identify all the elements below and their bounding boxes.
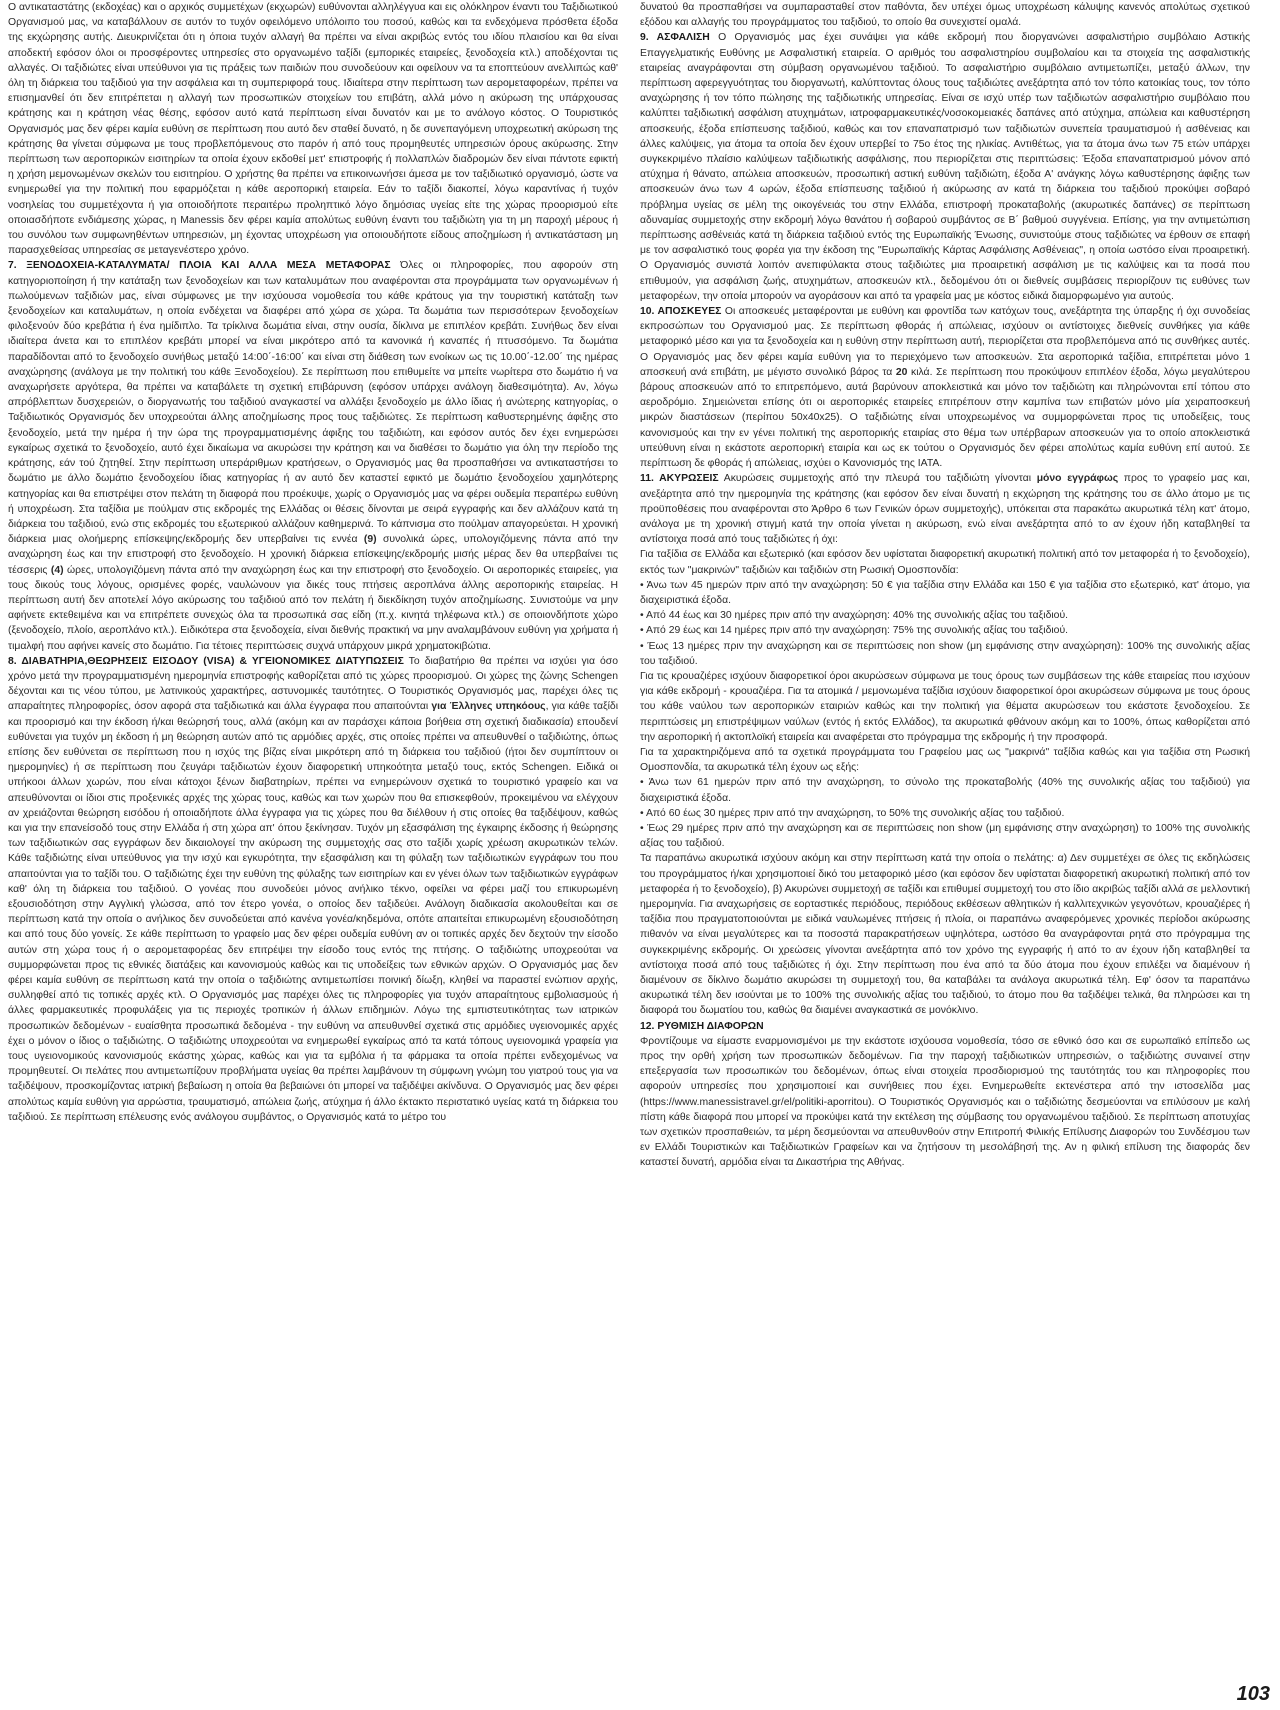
section-8-heading: 8. ΔΙΑΒΑΤΗΡΙΑ,ΘΕΩΡΗΣΕΙΣ ΕΙΣΟΔΟΥ (VISA) & ΥΓΕΙΟΝΟΜΙΚΕΣ ΔΙΑΤΥΠΩΣΕΙΣ — [8, 655, 404, 667]
section-8-text-b: , για κάθε ταξίδι και προορισμό και την έκδοση ή/και θεώρησή τους, αλλά (ακόμη και αν παράσχει κάποια βοήθεια στη σχετική διαδικασία) επουδενί ευθύνεται για τυχόν μη έκδοση ή μη θεώρηση αυτών από τις αρμόδιες αρχές, στις οποίες πρέπει να απευθυνθεί ο ταξιδιώτης, όπως επίσης δεν ευθύνεται σε περίπτωση που η ισχύς της βίζας είναι μικρότερη από τη διάρκεια του ταξιδιού (ήτοι δεν συμπίπτουν οι ημερομηνίες) ή σε περίπτωση που ζευγάρι ταξιδιωτών έχουν διαφορετική υπηκοότητα μεταξύ τους, εκτός Schengen. Ειδικά οι υπήκοοι άλλων χωρών, που είναι κάτοχοι ξένων διαβατηρίων, πρέπει να ενημερώνουν σχετικά το τουριστικό γραφείο και να απευθύνονται οι ίδιοι στις προξενικές αρχές της χώρας τους, καθώς και των χωρών που θα επισκεφθούν, προκειμένου να ελέγχουν αν χρειάζονται θεώρηση εισόδου ή οποιαδήποτε άλλα έγγραφα για τις χώρες που θα διέλθουν ή στις οποίες θα ταξιδέψουν, καθώς και για την επανείσοδό τους στην Ελλάδα ή στη χώρα απ' όπου ξεκίνησαν. Τυχόν μη εξασφάλιση της έγκαιρης έκδοσης ή θεώρησης των ταξιδιωτικών σας εγγράφων δεν δικαιολογεί την ακύρωση της συμμετοχής σας στο ταξίδι χωρίς χρέωση ακυρωτικών τελών. Κάθε ταξιδιώτης είναι υπεύθυνος για την ισχύ και εγκυρότητα, την εξασφάλιση και τη φύλαξη των ταξιδιωτικών εγγράφων του που απαιτούνται για το ταξίδι του. Ο ταξιδιώτης έχει την ευθύνη της φύλαξης των εισιτηρίων και εν γένει όλων των ταξιδιωτικών εγγράφων καθ' όλη τη διάρκεια του ταξιδιού. Ο γονέας που συνοδεύει μόνος ανήλικο τέκνο, οφείλει να φέρει μαζί του επικυρωμένη εξουσιοδότηση στην Αγγλική γλώσσα, από τον έτερο γονέα, ο οποίος δεν ταξιδεύει. Ανάλογη διαδικασία ακολουθείται και σε περίπτωση κατά την οποία ο ανήλικος δεν συνοδεύεται από κανένα γονέα/κηδεμόνα, οπότε απαιτείται επικυρωμένη εξουσιοδότηση και από τους δύο γονείς. Σε κάθε περίπτωση το γραφείο μας δεν φέρει ουδεμία ευθύνη αν οι τοπικές αρχές δεν δεχτούν την είσοδο αυτών στη χώρα τους ή ο αερομεταφορέας δεν επιτρέψει την είσοδο τους εντός της πτήσης. Ο ταξιδιώτης υποχρεούται να συμμορφώνεται προς τις εθνικές διατάξεις και κανονισμούς καθώς και τις υποδείξεις των εθνικών αρχών. Ο Οργανισμός μας δεν φέρει καμία ευθύνη σε περίπτωση κατά την οποία ο ταξιδιώτης αντιμετωπίσει ποινική δίωξη, κληθεί να παραστεί ενώπιον αρχής, συλληφθεί από τις τοπικές αρχές κτλ. Ο Οργανισμός μας παρέχει όλες τις πληροφορίες για τυχόν απαραίτητους εμβολιασμούς ή άλλες φαρμακευτικές προφυλάξεις για τις περιοχές τροπικών ή άλλων επιδημιών. Λόγω της εμπιστευτικότητας των ιατρικών προσωπικών δεδομένων - ευαίσθητα προσωπικά δεδομένα - την ευθύνη να απευθυνθεί σχετικά στις αρμόδιες υγειονομικές αρχές έχει ο μόνον ο ίδιος ο ταξιδιώτης. Ο ταξιδιώτης υποχρεούται να ενημερωθεί εγκαίρως από τα κατά τόπους υγειονομικά γραφεία για τους υγειονομικούς κανονισμούς εκάστης χώρας, καθώς και για τα εμβόλια ή τα φάρμακα τα οποία πρέπει ενδεχομένως να προμηθευτεί. Οι πελάτες που αντιμετωπίζουν προβλήματα υγείας θα πρέπει λαμβάνουν τη σύμφωνη γνώμη του γιατρού τους για να ταξιδέψουν, προσκομίζοντας ιατρική βεβαίωση η οποία θα βεβαιώνει ότι μπορεί να ταξιδέψει ακίνδυνα. Ο Οργανισμός μας δεν φέρει απολύτως καμία ευθύνη για αρρώστια, τραυματισμό, απώλεια ζωής, ατύχημα ή άλλο έκτακτο περιστατικό υγείας κατά τη διάρκεια του ταξιδιού. Σε περίπτωση επέλευσης ενός ανάλογου συμβάντος, ο Οργανισμός κατά το μέτρο του — [8, 701, 618, 1123]
section-10-heading: 10. ΑΠΟΣΚΕΥΕΣ — [640, 306, 722, 318]
section-11-in-writing: μόνο εγγράφως — [1036, 473, 1119, 485]
section-8-greek-citizens: για Έλληνες υπηκόους — [431, 701, 546, 713]
section-12-heading: 12. ΡΥΘΜΙΣΗ ΔΙΑΦΟΡΩΝ — [640, 1020, 764, 1032]
section-8-text-a: Το διαβατήριο θα πρέπει να ισχύει για όσο χρόνο μετά την προγραμματισμένη ημερομηνία επιστροφής καθορίζεται από τις χώρες προορισμού. Οι χώρες της ζώνης Schengen δέχονται και τις νέου τύπου, με λατινικούς χαρακτήρες, αστυνομικές ταυτότητες. Ο Τουριστικός Οργανισμός μας, παρέχει όλες τις απαραίτητες πληροφορίες, όσον αφορά στα ταξιδιωτικά και άλλα έγγραφα που απαιτούνται — [8, 655, 618, 713]
section-12-text: Φροντίζουμε να είμαστε εναρμονισμένοι με την εκάστοτε ισχύουσα νομοθεσία, τόσο σε εθνικό όσο και σε ευρωπαϊκό επίπεδο ως προς την ορθή χρήση των προσωπικών δεδομένων. Για την παροχή ταξιδιωτικών υπηρεσιών, ο ταξιδιώτης συναινεί στην επεξεργασία των προσωπικών του δεδομένων, όπως είναι στοιχεία προσδιορισμού της ταυτότητάς του και πληροφορίες που αφορούν υπηρεσίες που χρησιμοποιεί και συνήθειες που έχει. Ενημερωθείτε εκτενέστερα από την ιστοσελίδα μας (https://www.manessistravel.gr/el/politiki-aporritou). Ο Τουριστικός Οργανισμός και ο ταξιδιώτης δεσμεύονται να επιλύσουν με καλή πίστη κάθε διαφορά που μπορεί να προκύψει κατά την εκτέλεση της σύμβασης του οργανωμένου ταξιδιού. Σε περίπτωση αποτυχίας των σχετικών προσπαθειών, τα μέρη δεσμεύονται να απευθυνθούν στην Επιτροπή Φιλικής Επίλυσης Διαφορών του Συνδέσμου των εν Ελλάδι Τουριστικών και Ταξιδιωτικών Γραφείων και να ζητήσουν τη μεσολάβησή της. Αν η φιλική επίλυση της διαφοράς δεν καταστεί δυνατή, αρμόδια είναι τα Δικαστήρια της Αθήνας. — [640, 1035, 1250, 1169]
list-item: • Άνω των 61 ημερών πριν από την αναχώρηση, το σύνολο της προκαταβολής (40% της συνολικής αξίας του ταξιδιού) για διαχειριστικά έξοδα. — [640, 777, 1250, 804]
list-item: • Από 60 έως 30 ημέρες πριν από την αναχώρηση, το 50% της συνολικής αξίας του ταξιδιού. — [640, 807, 1065, 819]
section-11-text-a: Ακυρώσεις συμμετοχής από την πλευρά του ταξιδιώτη γίνονται — [718, 473, 1037, 485]
section-9 — [640, 30, 1250, 304]
section-11-paragraph-3: Για τα χαρακτηριζόμενα από τα σχετικά προγράμματα του Γραφείου μας ως "μακρινά" ταξίδια καθώς και για ταξίδια στη Ρωσική Ομοσπονδία, τα ακυρωτικά τέλη έχουν ως εξής: — [640, 746, 1250, 774]
section-10 — [640, 304, 1250, 471]
two-column-layout — [8, 0, 1250, 1680]
section-7-heading: 7. ΞΕΝΟΔΟΧΕΙΑ-ΚΑΤΑΛΥΜΑΤΑ/ ΠΛΟΙΑ ΚΑΙ ΑΛΛΑ ΜΕΣΑ ΜΕΤΑΦΟΡΑΣ — [8, 260, 391, 272]
section-9-heading: 9. ΑΣΦΑΛΙΣΗ — [640, 32, 710, 44]
section-10-weight: 20 — [895, 366, 908, 378]
section-11-paragraph-2: Για τις κρουαζιέρες ισχύουν διαφορετικοί όροι ακυρώσεων σύμφωνα με τους όρους των συμβάσεων της κάθε εταιρείας που ισχύουν για κάθε εκδρομή - κρουαζιέρα. Για τα ατομικά / μεμονωμένα ταξίδια ισχύουν διαφορετικοί όροι ακυρώσεων σύμφωνα με τους όρους του κάθε ναύλου των αεροπορικών εταιριών καθώς και την πολιτική για θέματα ακυρώσεων του εκάστοτε ξενοδοχείου. Σε περιπτώσεις μη επιστρέψιμων ναύλων (εντός ή εκτός Ελλάδος), τα ακυρωτικά φθάνουν ακόμη και το 100%, όπως καθορίζεται από την αεροπορική ή ακτοπλοϊκή εταιρεία και αναφέρεται στο πρόγραμμα της εκδρομής ή την προσφορά. — [640, 670, 1250, 743]
page-number: 103 — [1236, 1683, 1270, 1705]
section-11-paragraph-1: Για ταξίδια σε Ελλάδα και εξωτερικό (και εφόσον δεν υφίσταται διαφορετική ακυρωτική πολιτική από τον μεταφορέα ή το ξενοδοχείο), εκτός των "μακρινών" ταξιδιών και ταξιδιών στη Ρωσική Ομοσπονδία: — [640, 549, 1250, 576]
section-11-paragraph-4: Τα παραπάνω ακυρωτικά ισχύουν ακόμη και στην περίπτωση κατά την οποία ο πελάτης: α) Δεν συμμετέχει σε όλες τις εκδηλώσεις του προγράμματος ή/και χρησιμοποιεί δικό του μεταφορικό μέσο (και εφόσον δεν υφίσταται διαφορετική ακυρωτική πολιτική από τον μεταφορέα ή το ξενοδοχείο), β) Ακυρώνει συμμετοχή σε ταξίδι και επιθυμεί συμμετοχή του στο ίδιο ακριβώς ταξίδι αλλά σε μελλοντική ημερομηνία. Για αναχωρήσεις σε εορταστικές περιόδους, περιόδους εκθέσεων αθλητικών ή καλλιτεχνικών γεγονότων, κρουαζιέρες ή ταξίδια που πραγματοποιούνται με ειδικά ναυλωμένες πτήσεις ή πλοία, οι παραπάνω αναφερόμενες χρονικές περίοδοι ακύρωσης πιθανόν να είναι μεγαλύτερες και τα ποσοστά παρακρατήσεων υψηλότερα, ωστόσο θα αναγράφονται ρητά στο πρόγραμμα της συγκεκριμένης εκδρομής. Οι χρεώσεις γίνονται ανεξάρτητα από τον χρόνο της εγγραφής ή από το αν έχουν ήδη καταβληθεί τα αντίστοιχα ποσά από τους ταξιδιώτες ή όχι. Στην περίπτωση που ένα από τα δύο άτομα που έχουν επιλέξει να διαμένουν ή διαμένουν σε δίκλινο δωμάτιο ακυρώσει τη συμμετοχή του, θα καταβάλει τα ανάλογα ακυρωτικά τέλη. Εφ' όσον τα παραπάνω ακυρωτικά τέλη δεν ισούνται με το 100% της συνολικής αξίας του ταξιδιού, το άτομο που θα ταξιδέψει τελικά, θα πληρώσει και τη διαφορά του δωματίου του, καθώς θα διαμένει αναγκαστικά σε μονόκλινο. — [640, 853, 1250, 1017]
list-item: • Από 44 έως και 30 ημέρες πριν από την αναχώρηση: 40% της συνολικής αξίας του ταξιδιού. — [640, 610, 1069, 622]
list-item: • Έως 13 ημέρες πριν την αναχώρηση και σε περιπτώσεις non show (μη εμφάνισης στην αναχώρηση): 100% της συνολικής αξίας του ταξιδιού. — [640, 640, 1250, 667]
section-7 — [8, 258, 618, 653]
section-7-four-hours: (4) — [50, 564, 64, 576]
continued-paragraph: δυνατού θα προσπαθήσει να συμπαρασταθεί στον παθόντα, δεν υπέχει όμως υποχρέωση κάλυψης κανενός απολύτως σχετικού εξόδου και αλλαγής του προγράμματος του ταξιδιού, το οποίο θα συνεχιστεί ομαλά. — [640, 2, 1250, 29]
section-7-text-c: ώρες, υπολογιζόμενη πάντα από την αναχώρηση έως και την επιστροφή στο ξενοδοχείο. Οι αεροπορικές εταιρείες, για τους δικούς τους λόγους, ορισμένες φορές, ναυλώνουν για δικές τους πτήσεις αεροπλάνα άλλης αεροπορικής εταιρείας. Η περίπτωση αυτή δεν αποτελεί λόγο ακύρωσης του ταξιδιού από τον πελάτη ή διεκδίκηση τυχόν αποζημίωσης. Συνιστούμε να μην αφήνετε εκτεθειμένα και να επιτρέπετε συνεχώς όλα τα προσωπικά σας είδη (π.χ. κινητά τηλέφωνα κτλ.) σε οποιονδήποτε χώρο (ξενοδοχείο, πλοίο, αεροπλάνο κτλ.). Ειδικότερα στα ξενοδοχεία, είναι διεθνής πρακτική να μην αναλαμβάνουν ευθύνη για χρήματα ή τιμαλφή που αφήνει κανείς στο δωμάτιο. Για τέτοιες περιπτώσεις συχνά υπάρχουν μικρά χρηματοκιβώτια. — [8, 564, 618, 652]
list-item: • Από 29 έως και 14 ημέρες πριν από την αναχώρηση: 75% της συνολικής αξίας του ταξιδιού. — [640, 625, 1069, 637]
section-10-text-b: κιλά. Σε περίπτωση που προκύψουν επιπλέον έξοδα, λόγω μεγαλύτερου βάρους αποσκευών από το επιτρεπόμενο, αυτά βαρύνουν αποκλειστικά και μόνο τον ταξιδιώτη και πληρώνονται επί τόπου στο αεροδρόμιο. Σημειώνεται επίσης ότι οι αεροπορικές εταιρείες επιτρέπουν στην καμπίνα των επιβατών μόνο μία χειραποσκευή μικρών διαστάσεων (περίπου 50x40x25). Ο ταξιδιώτης είναι υποχρεωμένος να συμμορφώνεται προς τις υποδείξεις, τους κανονισμούς και την εν γένει πολιτική της αεροπορικής εταιρίας στο θέμα των υπέρβαρων αποσκευών για το οποίο αποκλειστικά υπεύθυνη είναι η εκάστοτε αεροπορική εταιρία και ως εκ τούτου ο Οργανισμός δεν φέρει απολύτως καμία ευθύνη επί αυτού. Σε περίπτωση δε φθοράς ή απώλειας, ισχύει ο Κανονισμός της ΙΑΤΑ. — [640, 366, 1250, 470]
section-11-heading: 11. ΑΚΥΡΩΣΕΙΣ — [640, 473, 719, 485]
list-item: • Έως 29 ημέρες πριν από την αναχώρηση και σε περιπτώσεις non show (μη εμφάνισης στην αναχώρηση) το 100% της συνολικής αξίας του ταξιδιού. — [640, 822, 1250, 850]
left-column — [8, 0, 618, 1680]
section-7-nine-hours: (9) — [363, 534, 377, 546]
section-9-text: Ο Οργανισμός μας έχει συνάψει για κάθε εκδρομή που διοργανώνει ασφαλιστήριο συμβόλαιο Αστικής Επαγγελματικής Ευθύνης με Ασφαλιστική εταιρεία. Ο αριθμός του ασφαλιστηρίου συμβολαίου και τα στοιχεία της ασφαλιστικής εταιρείας αναγράφονται στη σύμβαση οργανωμένου ταξιδιού. Το ασφαλιστήριο συμβόλαιο αντιμετωπίζει, μεταξύ άλλων, την περίπτωση αφερεγγυότητας του διοργανωτή, καλύπτοντας όλους τους ταξιδιώτες ανεξάρτητα από τον τόπο κατοικίας τους, τον τόπο αναχώρησης ή τον τόπο πώλησης της ταξιδιωτικής υπηρεσίας. Είναι σε ισχύ υπέρ των ταξιδιωτών ασφαλιστήριο συμβόλαιο που καλύπτει ταξιδιωτική ασφάλιση ατυχημάτων, ιατροφαρμακευτικές/νοσοκομειακές δαπάνες από ατύχημα, απώλεια και καθυστέρηση αποσκευής, έξοδα επίσπευσης ταξιδιού, καθώς και τον επαναπατρισμό των ταξιδιωτών συνεπεία τραυματισμού ή ασθένειας και άλλες καλύψεις, για άτομα τα οποία δεν έχουν υπερβεί το 75ο έτος της ηλικίας. Αντιθέτως, για τα άτομα άνω των 75 ετών υπάρχει συγκεκριμένο πλαίσιο καλύψεων ταξιδιωτικής ασφάλισης, που περιορίζεται στις περιπτώσεις: Έξοδα επαναπατρισμού μόνον από ατύχημα ή θάνατο, απώλεια αποσκευών, προσωπική αστική ευθύνη ταξιδιώτη, έξοδα Α' ανάγκης λόγω καθυστέρησης άφιξης των αποσκευών άνω των 4 ωρών, έξοδα επίσπευσης ταξιδιού ή ακύρωσης αν κατά τη διάρκεια του ταξιδιού προκύψει σοβαρό πρόβλημα υγείας σε μέλη της οικογένειάς του στην Ελλάδα, επιστροφή προκαταβολής (ακυρωτικές δαπάνες) σε περίπτωση αδυναμίας συμμετοχής στην εκδρομή λόγω θανάτου ή σοβαρού συμβάντος σε Β΄ βαθμού συγγένεια. Επίσης, για την αντιμετώπιση περίπτωσης ασθένειάς κατά τη διάρκεια ταξιδιού εντός της Ευρωπαϊκής Ένωσης, συνιστούμε στους ταξιδιώτες να έρθουν σε επαφή με τον ασφαλιστικό τους φορέα για την έκδοση της "Ευρωπαϊκής Κάρτας Ασφάλισης Ασθένειας", η οποία ωστόσο είναι προαιρετική. Ο Οργανισμός συνιστά λοιπόν ανεπιφύλακτα στους ταξιδιώτες μια προαιρετική ασφάλιση με τις καλύψεις και τα ποσά που επιθυμούν, για ασφάλιση ζωής, ατυχημάτων, αποσκευών κτλ., δεδομένου ότι οι διεθνείς συμβάσεις περιορίζουν τις ευθύνες των μεταφορέων, την οποία μπορούν να αγοράσουν και από τα γραφεία μας με κόστος ειδικά διαμορφωμένο για αυτούς. — [640, 32, 1250, 302]
intro-paragraph: Ο αντικαταστάτης (εκδοχέας) και ο αρχικός συμμετέχων (εκχωρών) ευθύνονται αλληλέγγυα και εις ολόκληρον έναντι του Ταξιδιωτικού Οργανισμού μας, να καταβάλλουν σε αυτόν το τυχόν οφειλόμενο υπόλοιπο του ποσού, καθώς και τα ενδεχόμενα πρόσθετα έξοδα της εκχώρησης αυτής. Διευκρινίζεται ότι η όποια τυχόν αλλαγή θα πρέπει να είναι ακριβώς εντός του ιδίου πλαισίου και θα είναι αποδεκτή εφόσον όλοι οι προσφέροντες υπηρεσίες στο οργανωμένο ταξίδι (εμπορικές εταιρείες, ξενοδοχεία κτλ.) αποδέχονται τις αλλαγές. Οι ταξιδιώτες είναι υπεύθυνοι για τις πράξεις των παιδιών που συνοδεύουν και οφείλουν να τα εποπτεύουν ανελλιπώς καθ' όλη τη διάρκεια του ταξιδιού για την ασφάλεια και τη συμπεριφορά τους. Ιδιαίτερα στην περίπτωση των αερομεταφορέων, πρέπει να επισημανθεί ότι δεν επιτρέπεται η αλλαγή των προσωπικών στοιχείων του επιβάτη, αλλά μόνο η ακύρωση της υπάρχουσας κράτησης και η κράτηση νέας θέσης, εφόσον αυτό κατά περίπτωση είναι δυνατόν και με το ανάλογο κόστος. Ο Τουριστικός Οργανισμός μας δεν φέρει καμία ευθύνη σε περίπτωση που αυτό δεν σταθεί δυνατό, η δε συνεπαγόμενη υποχρεωτική ακύρωση της κράτησης θα γίνεται σύμφωνα με τους προβλεπόμενους στο παρόν ή από τους προμηθευτές υπηρεσιών όρους ακύρωσης. Στην περίπτωση των αεροπορικών εισιτηρίων τα οποία έχουν εκδοθεί μετ' επιστροφής ή πολλαπλών διαδρομών δεν είναι πάντοτε εφικτή η χρήση μεμονωμένων σκελών του εισιτηρίου. Ο χρήστης θα πρέπει να επικοινωνήσει άμεσα με τον ταξιδιωτικό οργανισμό, ώστε να ενημερωθεί για την πολιτική που εφαρμόζεται η κάθε αεροπορική εταιρεία. Εάν το ταξίδι διακοπεί, λόγω καραντίνας ή τυχόν νοσηλείας του συμμετέχοντα ή για οποιοδήποτε περαιτέρω προληπτικό λόγο δημόσιας υγείας είτε της χώρας προορισμού είτε οποιασδήποτε ενδιάμεσης χώρας, η Manessis δεν φέρει καμία απολύτως ευθύνη έναντι του ταξιδιώτη για τη μη παροχή μέρους ή του συνόλου των συμφωνηθέντων υπηρεσιών, μη έχοντας υποχρέωση για οποιουδήποτε είδους αποζημίωση ή αντικατάσταση μη παρασχεθείσας υπηρεσίας σε μεταγενέστερο χρόνο. — [8, 2, 618, 257]
section-8 — [8, 654, 618, 1125]
section-11-text-b: προς το γραφείο μας και, ανεξάρτητα από την ημερομηνία της κράτησης (και εφόσον δεν είναι δυνατή η εκχώρηση της κράτησης του σε άλλο άτομο με τις προϋποθέσεις που αναφέρονται στο Άρθρο 6 των Γενικών όρων συμμετοχής), υπόκειται στα παρακάτω ακυρωτικά τέλη κατ' άτομο, ανάλογα με τη χρονική στιγμή κατά την οποία γίνεται η ακύρωση, ενώ είναι ανεξάρτητα από το αν έχουν ήδη καταβληθεί τα αντίστοιχα ποσά από τους ταξιδιώτες ή όχι: — [640, 473, 1250, 546]
section-11 — [640, 471, 1250, 547]
section-10-text-a: Οι αποσκευές μεταφέρονται με ευθύνη και φροντίδα των κατόχων τους, ανεξάρτητα της ύπαρξης ή όχι συνοδείας εκπροσώπων του Οργανισμού μας. Σε περίπτωση φθοράς ή απώλειας, ισχύουν οι αντίστοιχες διεθνείς συνθήκες για κάθε μεταφορικό μέσο και για τα ξενοδοχεία και η ευθύνη στην περίπτωση αυτή, περιορίζεται στα προβλεπόμενα από τις συνθήκες αυτές. Ο Οργανισμός μας δεν φέρει καμία ευθύνη για το περιεχόμενο των αποσκευών. Στα αεροπορικά ταξίδια, επιτρέπεται μόνο 1 αποσκευή ανά επιβάτη, με μέγιστο συνολικό βάρος τα — [640, 306, 1250, 378]
right-column — [640, 0, 1250, 1680]
section-7-text-b: συνολικά ώρες, υπολογιζόμενης πάντα από την αναχώρηση έως και την επιστροφή στο ξενοδοχείο. Η χρονική διάρκεια επίσκεψης/εκδρομής μισής μέρας δεν θα υπερβαίνει τις τέσσερις — [8, 534, 618, 576]
list-item: • Άνω των 45 ημερών πριν από την αναχώρηση: 50 € για ταξίδια στην Ελλάδα και 150 € για ταξίδια στο εξωτερικό, κατ' άτομο, για διαχειριστικά έξοδα. — [640, 579, 1250, 606]
section-7-text-a: Όλες οι πληροφορίες, που αφορούν στη κατηγοριοποίηση ή την κατάταξη των ξενοδοχείων και των καταλυμάτων που αναφέρονται στα προγράμματα των οργανωμένων ή πωλούμενων ταξιδιών μας, είναι σύμφωνες με την ισχύουσα νομοθεσία του κάθε κράτους για την τουριστική κατάταξη των ξενοδοχείων και καταλυμάτων, η οποία ενδέχεται να διαφέρει από χώρα σε χώρα. Τα δωμάτια των περισσότερων ξενοδοχείων φιλοξενούν δύο κρεβάτια ή ένα ημίδιπλο. Τα τρίκλινα δωμάτια είναι, στην ουσία, δίκλινα με επιπλέον κρεβάτι. Συνήθως δεν είναι ιδιαίτερα άνετα και το επιπλέον κρεβάτι μπορεί να είναι μικρότερο από τα κανονικά ή καναπές ή πτυσσόμενο. Τα δωμάτια παραδίδονται από το ξενοδοχείο συνήθως μεταξύ 14:00΄-16:00΄ και είναι στη διάθεση των ενοίκων ως τις 10.00΄-12.00΄ της ημέρας αναχώρησης (ανάλογα με την πολιτική του κάθε Ξενοδοχείου). Σε περίπτωση που επιθυμείτε να μπείτε νωρίτερα στο δωμάτιο ή να αναχωρήσετε αργότερα, θα πρέπει να καταβάλετε τη σχετική επιβάρυνση (εφόσον υπάρχει ανάλογη διαθεσιμότητα). Αν, λόγω απρόβλεπτων δυσχερειών, ο διοργανωτής του ταξιδιού αναγκαστεί να αλλάξει ξενοδοχείο με άλλο ίδιας ή ανώτερης κατηγορίας, ο Ταξιδιωτικός Οργανισμός δεν υποχρεούται άλλης αποζημίωσης προς τους ταξιδιώτες. Σε περίπτωση καθυστερημένης άφιξης στο ξενοδοχείο, μετά την ημέρα ή την ώρα της προγραμματισμένης άφιξης του ταξιδιώτη, και εφόσον αυτός δεν έχει ενημερώσει εγκαίρως σχετικά το ξενοδοχείο, αυτό έχει δικαίωμα να ακυρώσει την κράτηση και να διαθέσει το δωμάτιο για όλη την περίοδο της κράτησης, εάν τού ζητηθεί. Στην περίπτωση υπεράριθμων κρατήσεων, ο Οργανισμός μας θα προσπαθήσει να αντικαταστήσει το δωμάτιο με άλλο δωμάτιο ξενοδοχείου ίδιας κατηγορίας ή αν αυτό δεν καταστεί εφικτό με δωμάτιο ξενοδοχείου χαμηλότερης κατηγορίας και θα επιστρέψει στον πελάτη τη διαφορά που προέκυψε, χωρίς ο Οργανισμός μας να φέρει ουδεμία περαιτέρω ευθύνη ή υποχρέωση. Στα ταξίδια με πούλμαν στις εκδρομές της Ελλάδας οι θέσεις δίνονται με σειρά εγγραφής και δεν αλλάζουν κατά τη διάρκεια του ταξιδιού, ενώ στις εκδρομές του εξωτερικού αλλάζουν καθημερινά. Το κάπνισμα στο πούλμαν απαγορεύεται. Η χρονική διάρκεια μιας ολοήμερης επίσκεψης/εκδρομής δεν υπερβαίνει τις εννέα — [8, 260, 618, 546]
